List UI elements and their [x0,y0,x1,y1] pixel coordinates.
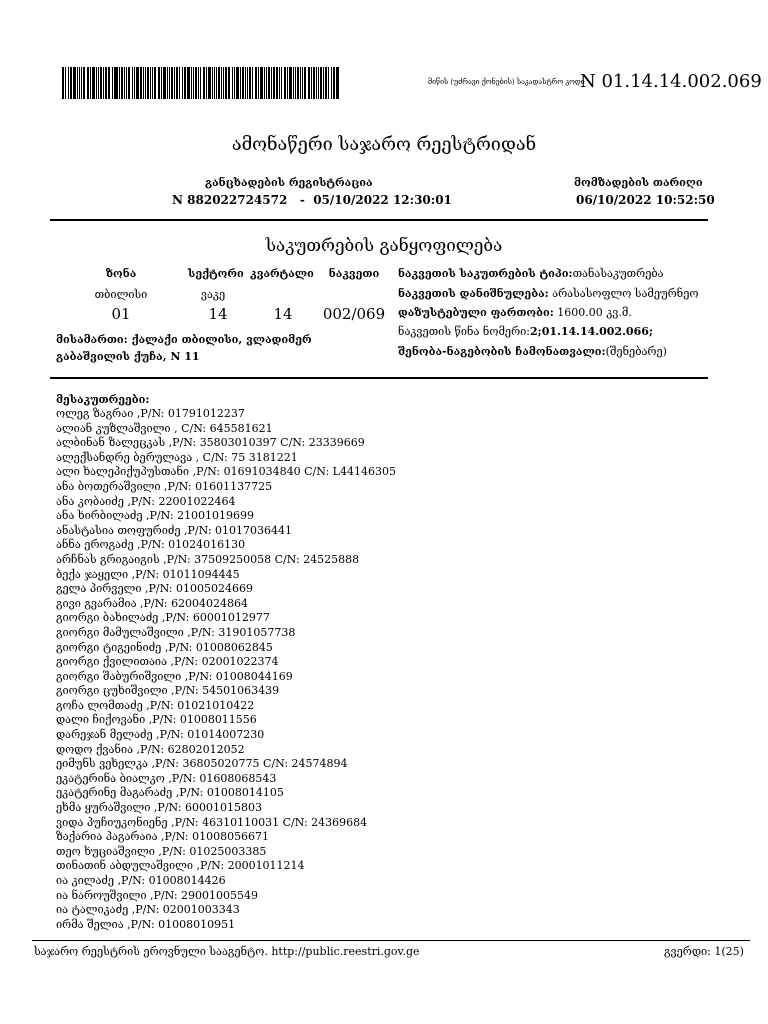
barcode-bar [167,67,168,99]
barcode-bar [193,67,194,99]
barcode-bar [92,67,95,99]
barcode-bar [100,67,102,99]
page-number: გვერდი: 1(25) [664,945,744,958]
divider [50,219,708,221]
barcode-bar [323,67,324,99]
barcode-bar [316,67,317,99]
barcode-bar [150,67,151,99]
barcode-bar [105,67,107,99]
barcode-bar [171,67,173,99]
barcode-bar [313,67,316,99]
owner-item: გოჩა ლომთაძე ,P/N: 01021010422 [56,698,255,712]
cadastral-code-label: მიწის (უძრავი ქონების) საკადასტრო კოდი [428,78,585,86]
barcode-bar [302,67,303,99]
barcode-bar [152,67,153,99]
footer-agency: საჯარო რეესტრის ეროვნული სააგენტო. http://public.reestri.gov.ge [34,945,420,958]
barcode-bar [221,67,222,99]
cadastral-code-number: N 01.14.14.002.069 [580,71,762,92]
barcode-bar [264,67,265,99]
barcode-bar [182,67,183,99]
barcode-bar [308,67,310,99]
barcode-bar [103,67,104,99]
barcode-bar [145,67,146,99]
parcel-purpose: ნაკვეთის დანიშნულება: არასასოფლო სამეურნეო [398,287,699,300]
barcode [62,67,340,99]
document-title: ამონაწერი საჯარო რეესტრიდან [231,134,537,155]
barcode-bar [98,67,99,99]
barcode-bar [252,67,253,99]
barcode-bar [140,67,142,99]
owner-item: ეიმუნს ვეხელკა ,P/N: 36805020775 C/N: 24574894 [56,757,348,771]
barcode-bar [134,67,135,99]
barcode-bar [65,67,66,99]
owner-item: გიორგი ცუხიშვილი ,P/N: 54501063439 [56,684,280,698]
barcode-bar [143,67,144,99]
barcode-bar [77,67,78,99]
owner-item: ია ტალიკაძე ,P/N: 02001003343 [56,903,240,917]
barcode-bar [73,67,76,99]
barcode-bar [223,67,224,99]
sector-name: ვაკე [200,288,226,301]
barcode-bar [96,67,97,99]
barcode-bar [161,67,162,99]
barcode-bar [276,67,278,99]
divider [50,377,708,379]
barcode-bar [176,67,178,99]
barcode-bar [242,67,244,99]
owner-item: ოლეგ ზაგრაი ,P/N: 01791012237 [56,407,245,420]
owner-item: ანა ხირბილაძე ,P/N: 21001019699 [56,509,255,523]
owner-item: დოდო ქვანია ,P/N: 62802012052 [56,742,245,756]
barcode-bar [328,67,329,99]
owner-item: გიორგი მამულაშვილი ,P/N: 31901057738 [56,625,296,639]
barcode-bar [158,67,160,99]
barcode-bar [273,67,275,99]
previous-parcel-number: ნაკვეთის წინა ნომერი:2;01.14.14.002.066; [398,325,653,338]
barcode-bar [266,67,267,99]
buildings-list: შენობა-ნაგებობის ჩამონათვალი:(შენებარე) [398,345,667,358]
barcode-bar [311,67,312,99]
owner-item: გიორგი ტიგეინიძე ,P/N: 01008062845 [56,640,273,654]
owner-item: ეხმა ყურაშვილი ,P/N: 60001015803 [56,801,262,815]
barcode-bar [225,67,227,99]
footer-divider [32,940,750,941]
quarter-label: კვარტალი [250,267,314,280]
ownership-type: ნაკვეთის საკუთრების ტიპი:თანასაკუთრება [398,267,664,280]
barcode-bar [236,67,239,99]
barcode-bar [87,67,89,99]
barcode-bar [191,67,192,99]
barcode-bar [62,67,64,99]
barcode-bar [320,67,322,99]
barcode-bar [187,67,190,99]
barcode-bar [70,67,72,99]
barcode-bar [147,67,149,99]
owner-item: თეო ხუციაშვილი ,P/N: 01025003385 [56,844,267,858]
barcode-bar [271,67,272,99]
barcode-bar [81,67,82,99]
owner-item: ანა ბოთერაშვილი ,P/N: 01601137725 [56,479,273,493]
barcode-bar [206,67,207,99]
barcode-bar [331,67,332,99]
owner-item: ირმა შელია ,P/N: 01008010951 [56,917,236,931]
owner-item: გივი გვარამია ,P/N: 62004024864 [56,596,249,610]
barcode-bar [300,67,301,99]
registration-value: N 882022724572 - 05/10/2022 12:30:01 [172,193,452,207]
barcode-bar [255,67,257,99]
address: მისამართი: ქალაქი თბილისი, ვლადიმერ გაბაშვილის ქუჩა, N 11 [56,333,312,363]
barcode-bar [240,67,241,99]
barcode-bar [90,67,91,99]
barcode-bar [214,67,215,99]
owner-item: ანა კობაიძე ,P/N: 22001022464 [56,494,236,508]
barcode-bar [284,67,286,99]
barcode-bar [169,67,170,99]
barcode-bar [232,67,233,99]
owner-item: გიორგი შაბურიშვილი ,P/N: 01008044169 [56,669,293,683]
quarter-code: 14 [273,305,293,323]
owner-item: ბექა ჯაყელი ,P/N: 01011094445 [56,567,240,581]
zone-label: ზონა [105,267,137,280]
barcode-bar [318,67,319,99]
owner-item: ანნა ეროგაძე ,P/N: 01024016130 [56,538,246,552]
parcel-label: ნაკვეთი [328,267,380,280]
barcode-bar [83,67,85,99]
owner-item: გიორგი ქვილითაია ,P/N: 02001022374 [56,655,279,669]
barcode-bar [289,67,292,99]
barcode-bar [114,67,115,99]
barcode-bar [212,67,214,99]
barcode-bar [249,67,251,99]
barcode-bar [258,67,259,99]
barcode-bar [203,67,205,99]
barcode-bar [179,67,180,99]
preparation-date-value: 06/10/2022 10:52:50 [576,193,715,207]
barcode-bar [260,67,263,99]
owner-item: ალი ხალეპიქუპუსთანი ,P/N: 01691034840 C/N: L44146305 [56,465,396,479]
barcode-bar [228,67,230,99]
barcode-bar [247,67,248,99]
owner-item: დარეჯან მელაძე ,P/N: 01014007230 [56,728,265,742]
barcode-bar [108,67,110,99]
barcode-bar [112,67,113,99]
barcode-bar [336,67,339,99]
barcode-bar [245,67,246,99]
barcode-bar [119,67,120,99]
barcode-bar [304,67,306,99]
parcel-code: 002/069 [322,305,386,323]
barcode-bar [136,67,139,99]
barcode-bar [295,67,296,99]
barcode-bar [287,67,288,99]
owner-item: ეკატერინა ბიალკო ,P/N: 01608068543 [56,771,277,785]
owner-item: ვიდა პუჩიუკონიენე ,P/N: 46310110031 C/N: 24369684 [56,815,368,829]
owner-item: გიორგი ბახილაძე ,P/N: 60001012977 [56,611,270,625]
owner-item: დალი ჩიქოვანი ,P/N: 01008011556 [56,713,257,727]
barcode-bar [268,67,270,99]
owner-item: გელა პირველი ,P/N: 01005024669 [56,582,254,596]
owner-item: ალექსანდრე ბერულავა , C/N: 75 3181221 [56,450,298,464]
section-title: საკუთრების განყოფილება [265,236,503,256]
owner-item: ია ნაროუშვილი ,P/N: 29001005549 [56,888,259,902]
barcode-bar [195,67,197,99]
barcode-bar [325,67,327,99]
barcode-bar [132,67,133,99]
barcode-bar [200,67,201,99]
barcode-bar [115,67,118,99]
barcode-bar [121,67,123,99]
sector-label: სექტორი [188,267,244,280]
barcode-bar [79,67,80,99]
owner-item: ზაქარია პაგარაია ,P/N: 01008056671 [56,830,270,844]
barcode-bar [174,67,175,99]
barcode-bar [124,67,125,99]
registration-label: განცხადების რეგისტრაცია [205,176,373,189]
sector-code: 14 [208,305,228,323]
owners-title: მესაკუთრეები: [56,393,150,406]
barcode-bar [218,67,220,99]
barcode-bar [293,67,294,99]
barcode-bar [128,67,130,99]
barcode-bar [198,67,199,99]
barcode-bar [163,67,166,99]
preparation-date-label: მომზადების თარიღი [574,176,703,189]
barcode-bar [281,67,282,99]
barcode-bar [68,67,69,99]
owner-item: ალიან კუზლაშვილი , C/N: 645581621 [56,421,273,435]
barcode-bar [297,67,299,99]
owner-item: ანასტასია თოფურიძე ,P/N: 01017036441 [56,523,293,537]
zone-code: 01 [111,305,131,323]
barcode-bar [279,67,280,99]
barcode-bar [208,67,211,99]
owner-item: ალბინან ზალეცკას ,P/N: 35803010397 C/N: 23339669 [56,436,365,450]
barcode-bar [126,67,127,99]
zone-name: თბილისი [94,288,148,301]
owner-item: არჩნას გრიგაიგის ,P/N: 37509250058 C/N: 24525888 [56,552,360,566]
barcode-bar [154,67,156,99]
barcode-bar [216,67,217,99]
owners-list [56,407,396,932]
owner-item: თინათინ აბდულაშვილი ,P/N: 20001011214 [56,859,305,873]
barcode-bar [184,67,186,99]
barcode-bar [333,67,335,99]
owner-item: ეკატერინე მაგარაძე ,P/N: 01008014105 [56,786,284,800]
parcel-area: დაზუსტებული ფართობი: 1600.00 კვ.მ. [398,306,632,319]
barcode-bar [234,67,235,99]
owner-item: ია კილაძე ,P/N: 01008014426 [56,874,226,887]
